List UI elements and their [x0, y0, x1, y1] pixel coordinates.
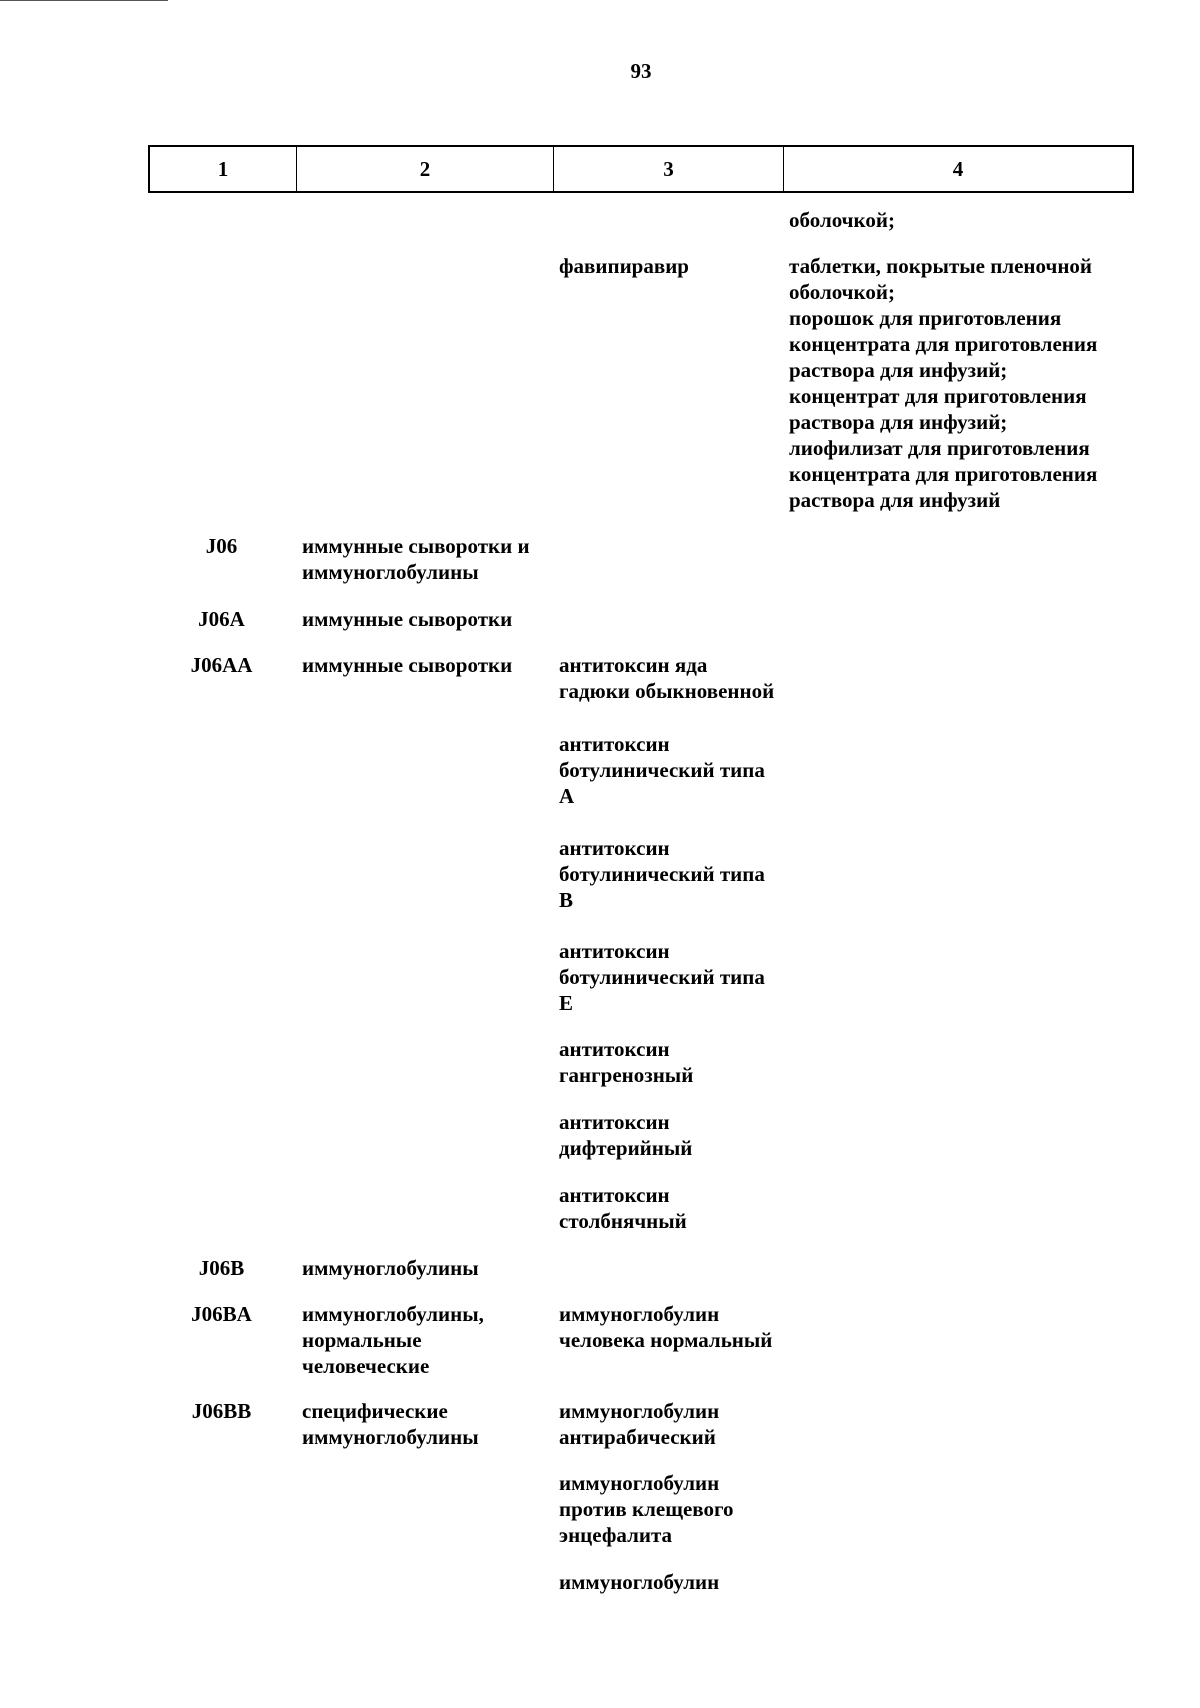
drug-name: антитоксин гангренозный — [559, 1037, 694, 1087]
atc-group-name: специфические иммуноглобулины — [302, 1399, 479, 1449]
page-number: 93 — [630, 59, 652, 83]
atc-code: J06AA — [190, 653, 253, 677]
drug-name: антитоксин ботулинический типа E — [559, 939, 765, 1015]
table-header — [148, 145, 1134, 193]
header-col-3: 3 — [554, 147, 784, 191]
header-col-1: 1 — [150, 147, 297, 191]
scan-edge-line — [0, 0, 168, 1]
atc-code: J06BA — [191, 1302, 252, 1326]
drug-name: иммуноглобулин антирабический — [559, 1399, 720, 1449]
header-col-2: 2 — [297, 147, 554, 191]
drug-name: антитоксин яда гадюки обыкновенной — [559, 653, 775, 703]
drug-name: иммуноглобулин — [559, 1570, 720, 1594]
atc-group-name: иммунные сыворотки — [302, 653, 513, 677]
atc-code: J06A — [198, 607, 245, 631]
drug-favipiravir: фавипиравир — [559, 254, 689, 278]
drug-name: антитоксин столбнячный — [559, 1183, 687, 1233]
atc-code: J06B — [198, 1256, 245, 1280]
drug-name: антитоксин дифтерийный — [559, 1110, 693, 1160]
atc-group-name: иммунные сыворотки — [302, 607, 513, 631]
drug-name: антитоксин ботулинический типа A — [559, 732, 765, 808]
drug-name: иммуноглобулин человека нормальный — [559, 1302, 773, 1352]
header-col-4: 4 — [952, 157, 964, 181]
atc-code: J06BB — [191, 1399, 252, 1423]
favipiravir-dosage-forms: таблетки, покрытые пленочной оболочкой; порошок для приготовления концентрата для приготовления раствора для инфузий; концентрат для приготовления раствора для инфузий; лиофилизат для приготовления концентрата для приготовления раствора для инфузий — [789, 254, 1098, 512]
atc-group-name: иммуноглобулины — [302, 1256, 479, 1280]
drug-name: иммуноглобулин против клещевого энцефалита — [559, 1471, 734, 1547]
dosage-form-continuation: оболочкой; — [789, 208, 895, 232]
atc-group-name: иммуноглобулины, нормальные человеческие — [302, 1302, 484, 1378]
atc-code: J06 — [205, 534, 238, 558]
atc-group-name: иммунные сыворотки и иммуноглобулины — [302, 534, 530, 584]
drug-name: антитоксин ботулинический типа B — [559, 836, 765, 912]
